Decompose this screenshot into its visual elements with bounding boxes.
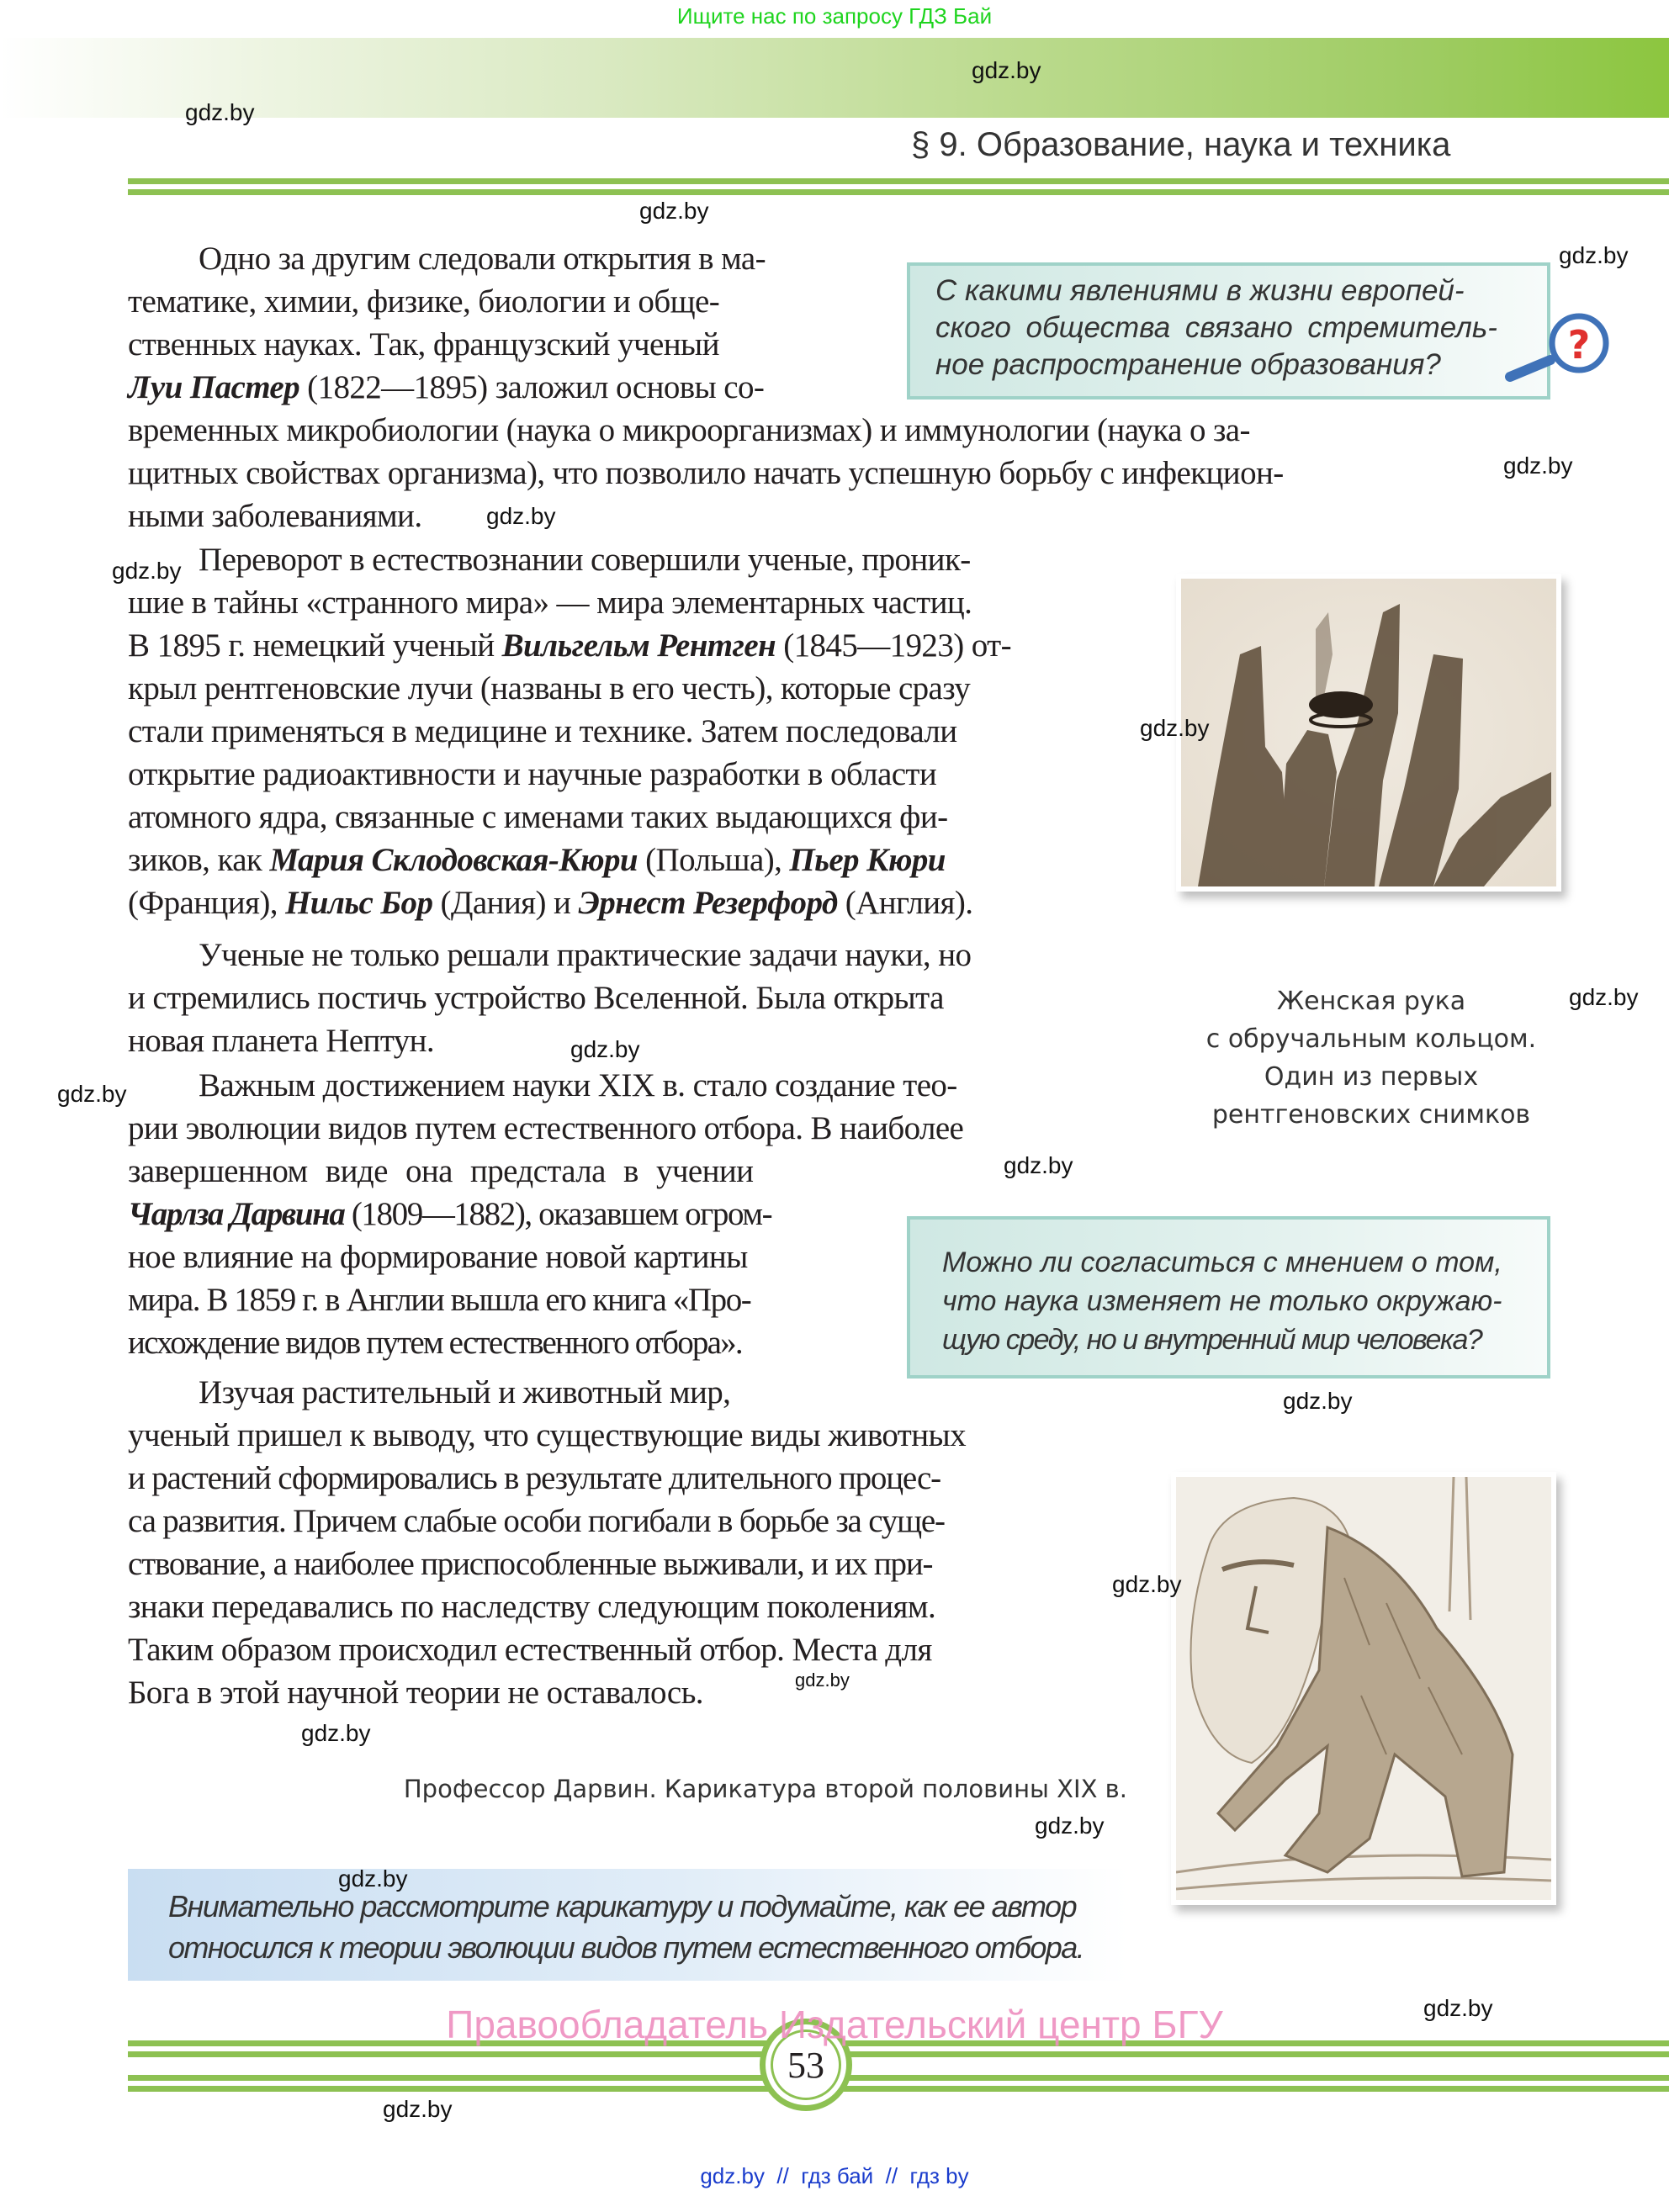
page-number: 53: [787, 2044, 824, 2086]
svg-text:?: ?: [1567, 322, 1591, 368]
watermark: gdz.by: [486, 503, 556, 529]
body-line: мира. В 1859 г. в Англии вышла его книга «Про-: [128, 1282, 751, 1318]
body-line: и растений сформировались в результате длительного процес-: [128, 1460, 940, 1496]
body-line: и стремились постичь устройство Вселенной. Была открыта: [128, 980, 944, 1016]
person-name: Эрнест Резерфорд: [578, 885, 838, 921]
darwin-caricature-image: [1171, 1472, 1556, 1905]
body-line: рии эволюции видов путем естественного отбора. В наиболее: [128, 1110, 964, 1146]
watermark: gdz.by: [1503, 452, 1573, 479]
watermark: gdz.by: [1112, 1571, 1182, 1597]
watermark: gdz.by: [1423, 1995, 1493, 2021]
search-banner: Ищите нас по запросу ГДЗ Бай: [676, 3, 993, 29]
question-box-education: [907, 262, 1550, 400]
body-line: временных микробиологии (наука о микроорганизмах) и иммунологии (наука о за-: [128, 412, 1250, 448]
body-line: са развития. Причем слабые особи погибали в борьбе за суще-: [128, 1503, 945, 1539]
xray-hand-image: [1176, 574, 1561, 892]
body-line: ственных науках. Так, французский ученый: [128, 326, 719, 362]
person-name: Нильс Бор: [285, 885, 433, 921]
body-line: завершенном виде она предстала в учении: [128, 1153, 754, 1189]
xray-caption: Женская рука с обручальным кольцом. Один из первых рентгеновских снимков: [1205, 987, 1537, 1130]
watermark: gdz.by: [1004, 1152, 1073, 1178]
copyright-notice: Правообладатель Издательский центр БГУ: [446, 2003, 1223, 2046]
watermark: gdz.by: [383, 2096, 453, 2122]
body-line: стали применяться в медицине и технике. Затем последовали: [128, 713, 957, 749]
question-line: что наука изменяет не только окружаю-: [942, 1285, 1502, 1317]
header-rule-top: [128, 178, 1669, 184]
body-line: исхождение видов путем естественного отбора».: [128, 1325, 742, 1361]
body-line: тематике, химии, физике, биологии и обще-: [128, 283, 720, 320]
watermark: gdz.by: [57, 1081, 127, 1107]
watermark: gdz.by: [570, 1036, 640, 1062]
question-line: ского общества связано стремитель-: [935, 311, 1497, 344]
watermark: gdz.by: [1569, 984, 1639, 1010]
body-line: знаки передавались по наследству следующим поколениям.: [128, 1589, 936, 1625]
watermark: gdz.by: [112, 558, 182, 584]
person-name: Чарлза Дарвина: [128, 1196, 345, 1232]
header-rule-bottom: [128, 189, 1669, 195]
watermark: gdz.by: [1283, 1388, 1353, 1414]
person-name: Мария Склодовская-Кюри: [269, 842, 638, 878]
body-line: зиков, как Мария Склодовская-Кюри (Польша), Пьер Кюри: [128, 842, 946, 878]
watermark: gdz.by: [185, 99, 255, 125]
watermark: gdz.by: [639, 198, 709, 224]
person-name: Пьер Кюри: [789, 842, 946, 878]
darwin-caption: Профессор Дарвин. Карикатура второй половины XIX в.: [403, 1775, 1127, 1803]
body-line: крыл рентгеновские лучи (названы в его честь), которые сразу: [128, 670, 971, 706]
body-line: ными заболеваниями.: [128, 498, 422, 534]
person-name: Вильгельм Рентген: [501, 627, 776, 664]
footer-rule-3: [128, 2075, 1669, 2081]
watermark: gdz.by: [1559, 242, 1629, 268]
body-line: новая планета Нептун.: [128, 1023, 435, 1059]
question-line: ное распространение образования?: [935, 348, 1441, 381]
body-line: Чарлза Дарвина (1809—1882), оказавшем огром-: [128, 1196, 772, 1232]
watermark: gdz.by: [301, 1720, 371, 1746]
body-line: В 1895 г. немецкий ученый Вильгельм Рентген (1845—1923) от-: [128, 627, 1011, 664]
body-line: Ученые не только решали практические задачи науки, но: [199, 937, 972, 973]
watermark: gdz.by: [1035, 1812, 1105, 1839]
watermark: gdz.by: [338, 1865, 408, 1892]
watermark: gdz.by: [1140, 715, 1210, 741]
footer-rule-2: [128, 2051, 1669, 2057]
body-line: ное влияние на формирование новой картины: [128, 1239, 748, 1275]
task-line: относился к теории эволюции видов путем естественного отбора.: [168, 1930, 1084, 1965]
watermark: gdz.by: [795, 1670, 850, 1691]
chapter-title: § 9. Образование, наука и техника: [911, 126, 1451, 163]
person-name: Луи Пастер: [128, 369, 300, 405]
body-line: ствование, а наиболее приспособленные выживали, и их при-: [128, 1546, 933, 1582]
body-line: Бога в этой научной теории не оставалось.: [128, 1675, 703, 1711]
body-line: Одно за другим следовали открытия в ма-: [199, 241, 766, 277]
task-box: [128, 1869, 1129, 1981]
body-line: шие в тайны «странного мира» — мира элементарных частиц.: [128, 585, 972, 621]
body-line: (Франция), Нильс Бор (Дания) и Эрнест Резерфорд (Англия).: [128, 885, 973, 921]
body-line: Переворот в естествознании совершили ученые, проник-: [199, 542, 971, 578]
magnifier-question-icon: [1502, 310, 1611, 389]
body-line: Важным достижением науки XIX в. стало создание тео-: [199, 1067, 957, 1103]
body-line: открытие радиоактивности и научные разработки в области: [128, 756, 937, 792]
watermark: gdz.by: [972, 57, 1041, 83]
task-line: Внимательно рассмотрите карикатуру и подумайте, как ее автор: [168, 1889, 1077, 1924]
body-line: атомного ядра, связанные с именами таких выдающихся фи-: [128, 799, 948, 835]
question-line: Можно ли согласиться с мнением о том,: [942, 1246, 1502, 1278]
footer-links[interactable]: gdz.by // гдз бай // гдз by: [700, 2163, 969, 2188]
question-line: С какими явлениями в жизни европей-: [935, 274, 1465, 307]
question-box-science: [907, 1216, 1550, 1379]
body-line: щитных свойствах организма), что позволило начать успешную борьбу с инфекцион-: [128, 455, 1284, 491]
body-line: Луи Пастер (1822—1895) заложил основы со-: [128, 369, 765, 405]
body-line: Таким образом происходил естественный отбор. Места для: [128, 1632, 932, 1668]
question-line: щую среду, но и внутренний мир человека?: [942, 1324, 1482, 1356]
footer-rule-4: [128, 2086, 1669, 2092]
body-line: ученый пришел к выводу, что существующие виды животных: [128, 1417, 966, 1453]
body-line: Изучая растительный и животный мир,: [199, 1374, 731, 1410]
